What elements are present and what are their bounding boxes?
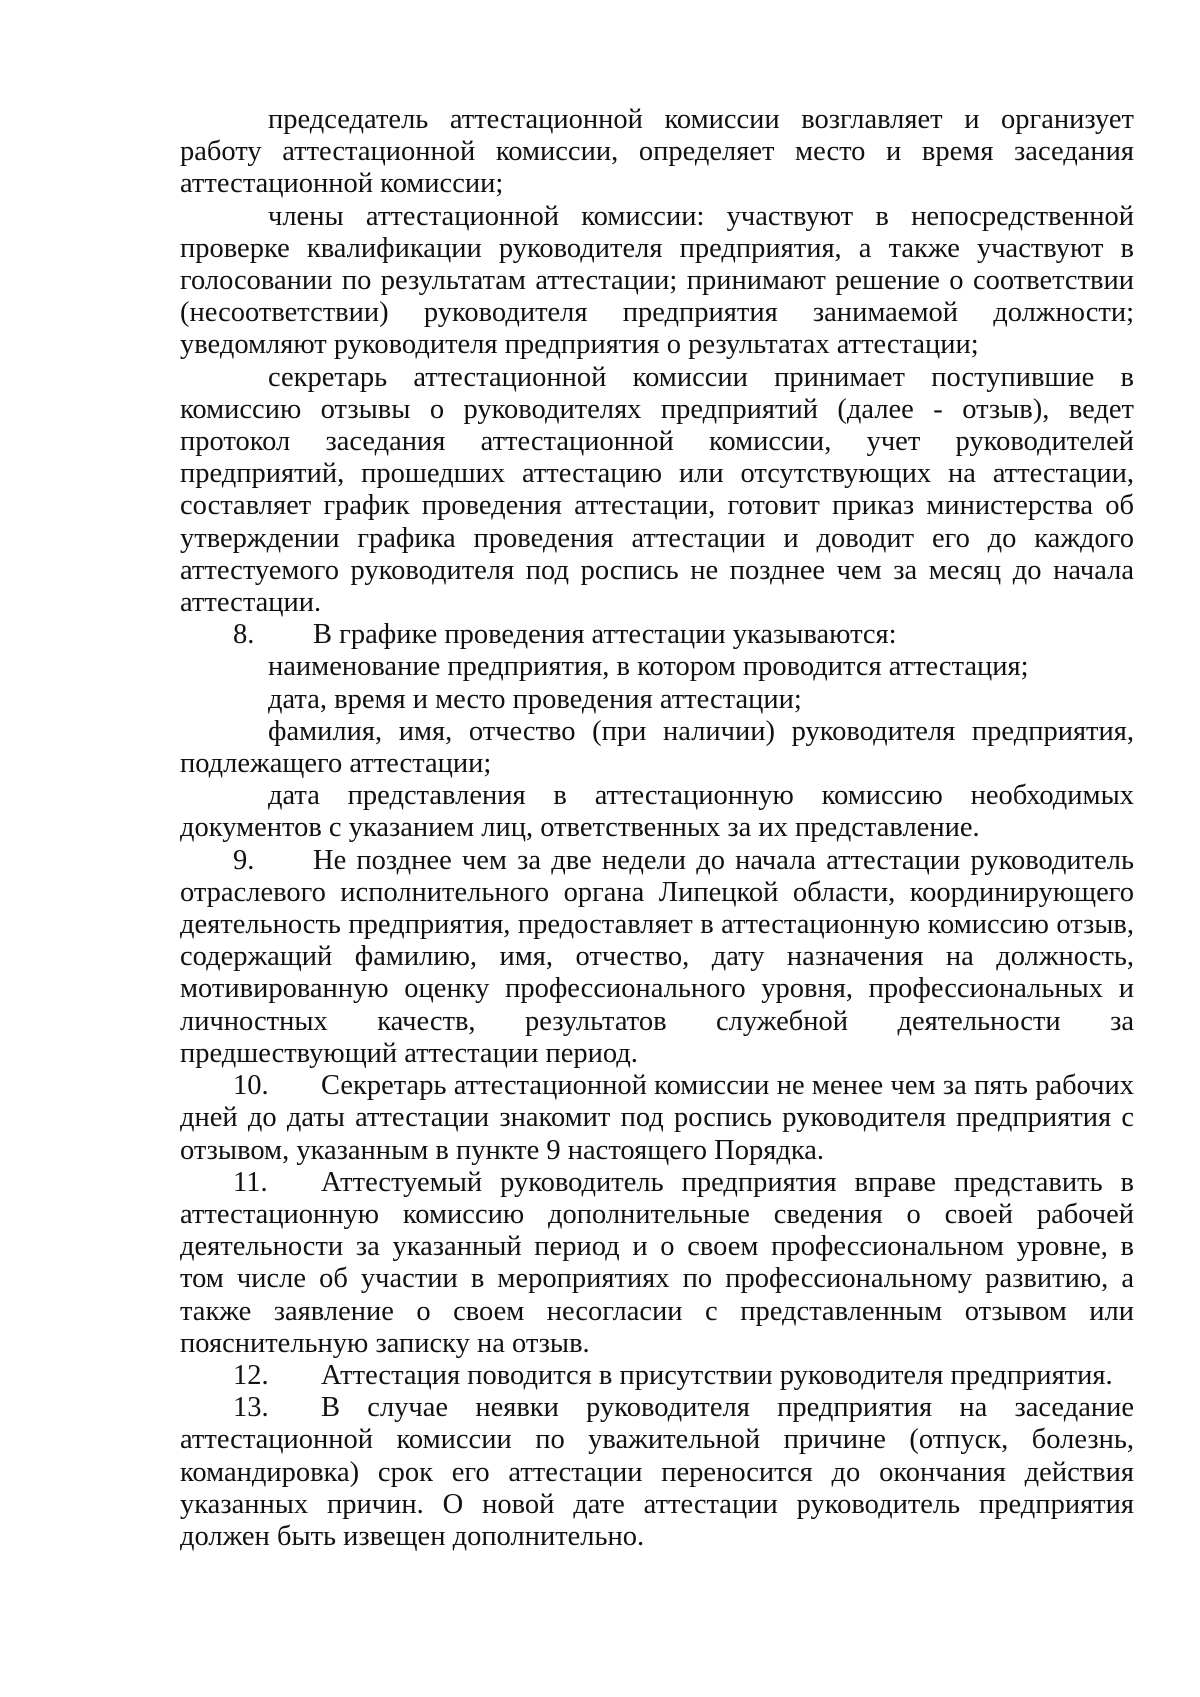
paragraph-secretary: секретарь аттестационной комиссии принимает поступившие в комиссию отзывы о руководителях предприятий (далее - отзыв), ведет протокол заседания аттестационной комиссии, учет руководителей предприятий, прошедших аттестацию или отсутствующих на аттестации, составляет график проведения аттестации, готовит приказ министерства об утверждении графика проведения аттестации и доводит его до каждого аттестуемого руководителя под роспись не позднее чем за месяц до начала аттестации. [180,361,1134,619]
item-number: 13. [233,1392,269,1424]
item-text: В случае неявки руководителя предприятия на заседание аттестационной комиссии по уважительной причине (отпуск, болезнь, командировка) срок его аттестации переносится до окончания действия указанных причин. О новой дате аттестации руководитель предприятия должен быть извещен дополнительно. [180,1392,1134,1552]
item-text: В графике проведения аттестации указываются: [313,619,897,651]
item-8 [180,619,1134,651]
item-number: 9. [233,844,255,876]
item-11 [180,1167,1134,1360]
sub-item-date-time-place: дата, время и место проведения аттестации; [268,683,802,715]
item-number: 10. [233,1070,269,1102]
item-13 [180,1392,1134,1553]
item-text: Не позднее чем за две недели до начала аттестации руководитель отраслевого исполнительного органа Липецкой области, координирующего деятельность предприятия, предоставляет в аттестационную комиссию отзыв, содержащий фамилию, имя, отчество, дату назначения на должность, мотивированную оценку профессионального уровня, профессиональных и личностных качеств, результатов служебной деятельности за предшествующий аттестации период. [180,844,1134,1069]
item-text: Аттестуемый руководитель предприятия вправе представить в аттестационную комиссию дополнительные сведения о своей рабочей деятельности за указанный период и о своем профессиональном уровне, в том числе об участии в мероприятиях по профессиональному развитию, а также заявление о своем несогласии с представленным отзывом или пояснительную записку на отзыв. [180,1166,1134,1359]
item-number: 8. [233,619,255,651]
item-number: 11. [233,1166,268,1198]
document-page [180,104,1134,1553]
item-12 [180,1360,1134,1392]
paragraph-members: члены аттестационной комиссии: участвуют в непосредственной проверке квалификации руководителя предприятия, а также участвуют в голосовании по результатам аттестации; принимают решение о соответствии (несоответствии) руководителя предприятия занимаемой должности; уведомляют руководителя предприятия о результатах аттестации; [180,200,1134,361]
item-text: Аттестация поводится в присутствии руководителя предприятия. [321,1359,1113,1391]
sub-item-documents-date: дата представления в аттестационную комиссию необходимых документов с указанием лиц, ответственных за их представление. [180,780,1134,844]
sub-item-enterprise-name: наименование предприятия, в котором проводится аттестация; [268,651,1029,683]
sub-item-full-name: фамилия, имя, отчество (при наличии) руководителя предприятия, подлежащего аттестации; [180,715,1134,780]
paragraph-chairman: председатель аттестационной комиссии возглавляет и организует работу аттестационной комиссии, определяет место и время заседания аттестационной комиссии; [180,104,1134,200]
item-10 [180,1070,1134,1167]
item-number: 12. [233,1359,269,1391]
item-9 [180,845,1134,1070]
item-text: Секретарь аттестационной комиссии не менее чем за пять рабочих дней до даты аттестации знакомит под роспись руководителя предприятия с отзывом, указанным в пункте 9 настоящего Порядка. [180,1070,1134,1166]
